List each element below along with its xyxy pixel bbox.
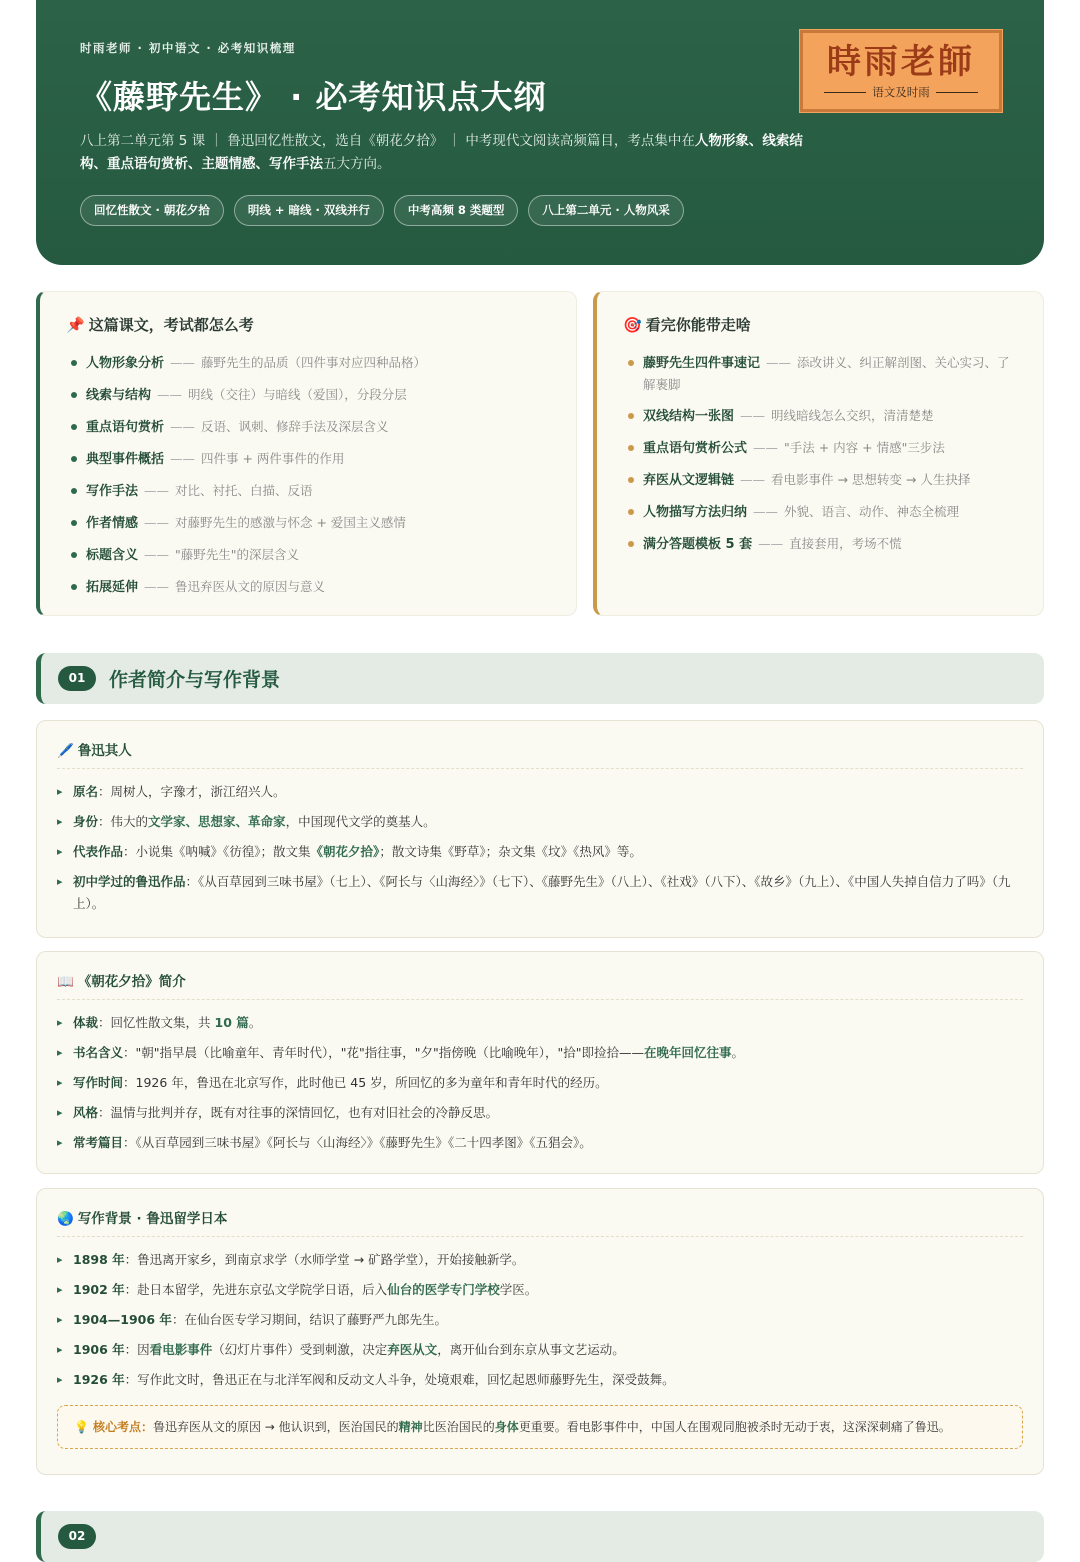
item-text: 。	[248, 1015, 262, 1030]
item-key: 写作手法	[86, 484, 139, 499]
tag-list	[80, 195, 684, 226]
author-facts	[57, 781, 1021, 923]
box-heading: 🌏 写作背景 · 鲁迅留学日本	[57, 1211, 228, 1227]
box-heading: 🖊️ 鲁迅其人	[57, 743, 132, 759]
item-desc: 明线暗线怎么交织，清清楚楚	[771, 408, 934, 423]
item-key: 重点语句赏析	[86, 420, 165, 435]
list-item: ▸ 身份：伟大的文学家、思想家、革命家，中国现代文学的奠基人。	[57, 811, 1021, 833]
item-desc: 对比、衬托、白描、反语	[175, 483, 313, 498]
page-title: 《藤野先生》 · 必考知识点大纲	[80, 78, 547, 116]
card-heading: 🎯 看完你能带走啥	[623, 316, 751, 334]
list-item: 典型事件概括 —— 四件事 + 两件事件的作用	[70, 448, 426, 470]
background-box	[36, 1188, 1044, 1475]
item-desc: 四件事 + 两件事件的作用	[201, 451, 345, 466]
item-text: ，中国现代文学的奠基人。	[285, 814, 436, 829]
list-item: ▸ 1926 年：写作此文时，鲁迅正在与北洋军阀和反动文人斗争，处境艰难，回忆起恩师藤野先生，深受鼓舞。	[57, 1369, 1021, 1391]
item-key: 标题含义	[86, 548, 139, 563]
item-text: 赴日本留学，先进东京弘文学院学日语，后入	[137, 1282, 388, 1297]
list-item: ▸ 1904—1906 年：在仙台医专学习期间，结识了藤野严九郎先生。	[57, 1309, 1021, 1331]
exam-points-list	[70, 352, 426, 608]
item-desc: 反语、讽刺、修辞手法及深层含义	[201, 419, 389, 434]
highlight-text: 在晚年回忆往事	[644, 1045, 732, 1060]
item-key: 线索与结构	[86, 388, 152, 403]
seal-subtitle: 语文及时雨	[803, 84, 999, 100]
highlight-text: 弃医从文	[387, 1342, 438, 1357]
hero-banner	[36, 0, 1044, 265]
item-desc: 直接套用，考场不慌	[789, 536, 902, 551]
item-text: ，离开仙台到东京从事文艺运动。	[437, 1342, 625, 1357]
item-key: 初中学过的鲁迅作品	[73, 874, 186, 889]
item-key: 1926 年	[73, 1372, 125, 1387]
item-desc: 看电影事件 → 思想转变 → 人生抉择	[771, 472, 971, 487]
list-item: 弃医从文逻辑链 —— 看电影事件 → 思想转变 → 人生抉择	[627, 469, 1017, 491]
item-key: 双线结构一张图	[643, 409, 735, 424]
item-desc: "藤野先生"的深层含义	[175, 547, 300, 562]
item-desc: 外貌、语言、动作、神态全梳理	[784, 504, 960, 519]
list-item: ▸ 1906 年：因看电影事件（幻灯片事件）受到刺激，决定弃医从文，离开仙台到东京从事文艺运动。	[57, 1339, 1021, 1361]
key-point-callout: 💡 核心考点：鲁迅弃医从文的原因 → 他认识到，医治国民的精神比医治国民的身体更重要。看电影事件中，中国人在围观同胞被杀时无动于衷，这深深刺痛了鲁迅。	[57, 1405, 1023, 1449]
item-key: 1902 年	[73, 1282, 125, 1297]
item-text: 学医。	[499, 1282, 538, 1297]
book-intro-box	[36, 951, 1044, 1174]
globe-icon: 🌏	[57, 1211, 74, 1227]
item-text: 温情与批判并存，既有对往事的深情回忆，也有对旧社会的冷静反思。	[110, 1105, 499, 1120]
item-text: 1926 年，鲁迅在北京写作，此时他已 45 岁，所回忆的多为童年和青年时代的经历。	[135, 1075, 608, 1090]
section-number: 01	[58, 666, 96, 691]
list-item: 写作手法 —— 对比、衬托、白描、反语	[70, 480, 426, 502]
item-desc: 对藤野先生的感激与怀念 + 爱国主义感情	[175, 515, 406, 530]
lesson-description	[80, 130, 810, 176]
item-key: 满分答题模板 5 套	[643, 537, 753, 552]
item-text: 写作此文时，鲁迅正在与北洋军阀和反动文人斗争，处境艰难，回忆起恩师藤野先生，深受鼓舞。	[137, 1372, 675, 1387]
timeline-list	[57, 1249, 1021, 1399]
desc-bold: 人物形象、线索结构、重点语句赏析、主题情感、写作手法	[80, 133, 803, 172]
item-text: 伟大的	[110, 814, 149, 829]
list-item: ▸ 1898 年：鲁迅离开家乡，到南京求学（水师学堂 → 矿路学堂），开始接触新学。	[57, 1249, 1021, 1271]
item-key: 1906 年	[73, 1342, 125, 1357]
box-heading: 📖 《朝花夕拾》简介	[57, 974, 186, 990]
item-text: 小说集《呐喊》《彷徨》；散文集	[135, 844, 311, 859]
section-title: 作者简介与写作背景	[109, 669, 281, 691]
takeaways-card	[593, 291, 1044, 616]
list-item: 藤野先生四件事速记 —— 添改讲义、纠正解剖图、关心实习、了解裹脚	[627, 352, 1017, 395]
item-desc: 明线（交往）与暗线（爱国），分段分层	[188, 387, 407, 402]
tag[interactable]: 中考高频 8 类题型	[394, 195, 519, 226]
highlight-text: 看电影事件	[149, 1342, 213, 1357]
target-icon: 🎯	[623, 316, 642, 334]
list-item: 标题含义 —— "藤野先生"的深层含义	[70, 544, 426, 566]
list-item: ▸ 风格：温情与批判并存，既有对往事的深情回忆，也有对旧社会的冷静反思。	[57, 1102, 1021, 1124]
desc-tail: 五大方向。	[323, 156, 391, 172]
list-item: ▸ 书名含义："朝"指早晨（比喻童年、青年时代），"花"指往事，"夕"指傍晚（比喻晚年），"拾"即捡拾——在晚年回忆往事。	[57, 1042, 1021, 1064]
item-desc: 添改讲义、纠正解剖图、关心实习、了解裹脚	[643, 355, 1010, 392]
item-key: 人物描写方法归纳	[643, 505, 748, 520]
tag[interactable]: 八上第二单元 · 人物风采	[528, 195, 683, 226]
item-key: 典型事件概括	[86, 452, 165, 467]
pin-icon: 📌	[66, 316, 85, 334]
list-item: 人物形象分析 —— 藤野先生的品质（四件事对应四种品格）	[70, 352, 426, 374]
list-item: 重点语句赏析 —— 反语、讽刺、修辞手法及深层含义	[70, 416, 426, 438]
book-icon: 📖	[57, 974, 74, 990]
item-key: 代表作品	[73, 844, 124, 859]
item-key: 原名	[73, 784, 99, 799]
list-item: 重点语句赏析公式 —— "手法 + 内容 + 情感"三步法	[627, 437, 1017, 459]
item-text: 鲁迅离开家乡，到南京求学（水师学堂 → 矿路学堂），开始接触新学。	[137, 1252, 525, 1267]
highlight-text: 仙台的医学专门学校	[387, 1282, 500, 1297]
item-text: 因	[137, 1342, 150, 1357]
item-key: 书名含义	[73, 1045, 124, 1060]
list-item: 作者情感 —— 对藤野先生的感激与怀念 + 爱国主义感情	[70, 512, 426, 534]
item-desc: "手法 + 内容 + 情感"三步法	[784, 440, 945, 455]
item-key: 风格	[73, 1105, 99, 1120]
item-text: 《从百草园到三味书屋》（七上）、《阿长与〈山海经〉》（七下）、《藤野先生》（八上）、《社戏》（八下）、《故乡》（九上）、《中国人失掉自信力了吗》（九上）。	[73, 874, 1011, 911]
item-text: ；散文诗集《野草》；杂文集《坟》《热风》等。	[379, 844, 642, 859]
tag[interactable]: 明线 + 暗线 · 双线并行	[234, 195, 384, 226]
item-key: 藤野先生四件事速记	[643, 356, 761, 371]
section-header	[36, 653, 1044, 704]
item-key: 重点语句赏析公式	[643, 441, 748, 456]
brand-seal	[800, 30, 1002, 112]
seal-title: 時雨老師	[827, 42, 975, 82]
highlight-text: 《朝花夕拾》	[310, 844, 380, 859]
item-text: 回忆性散文集，共	[110, 1015, 215, 1030]
author-box	[36, 720, 1044, 938]
list-item: ▸ 常考篇目：《从百草园到三味书屋》《阿长与〈山海经〉》《藤野先生》《二十四孝图》《五猖会》。	[57, 1132, 1021, 1154]
item-key: 1898 年	[73, 1252, 125, 1267]
card-heading: 📌 这篇课文，考试都怎么考	[66, 316, 254, 334]
tag[interactable]: 回忆性散文 · 朝花夕拾	[80, 195, 224, 226]
highlight-text: 文学家、思想家、革命家	[148, 814, 286, 829]
item-text: 在仙台医专学习期间，结识了藤野严九郎先生。	[184, 1312, 447, 1327]
list-item: 人物描写方法归纳 —— 外貌、语言、动作、神态全梳理	[627, 501, 1017, 523]
item-text: "朝"指早晨（比喻童年、青年时代），"花"指往事，"夕"指傍晚（比喻晚年），"拾"即捡拾——	[135, 1045, 645, 1060]
item-key: 人物形象分析	[86, 356, 165, 371]
desc-text: 八上第二单元第 5 课 ｜ 鲁迅回忆性散文，选自《朝花夕拾》 ｜ 中考现代文阅读高频篇目，考点集中在	[80, 133, 695, 149]
lightbulb-icon: 💡	[74, 1420, 89, 1434]
item-key: 作者情感	[86, 516, 139, 531]
item-key: 1904—1906 年	[73, 1312, 172, 1327]
section-header	[36, 1511, 1044, 1562]
section-number: 02	[58, 1524, 96, 1549]
list-item: 双线结构一张图 —— 明线暗线怎么交织，清清楚楚	[627, 405, 1017, 427]
item-key: 写作时间	[73, 1075, 124, 1090]
list-item: ▸ 初中学过的鲁迅作品：《从百草园到三味书屋》（七上）、《阿长与〈山海经〉》（七下）、《藤野先生》（八上）、《社戏》（八下）、《故乡》（九上）、《中国人失掉自信力了吗》（九上）。	[57, 871, 1021, 915]
item-text: 《从百草园到三味书屋》《阿长与〈山海经〉》《藤野先生》《二十四孝图》《五猖会》。	[135, 1135, 592, 1150]
list-item: ▸ 原名：周树人，字豫才，浙江绍兴人。	[57, 781, 1021, 803]
item-key: 体裁	[73, 1015, 99, 1030]
item-text: 周树人，字豫才，浙江绍兴人。	[110, 784, 286, 799]
list-item: ▸ 写作时间：1926 年，鲁迅在北京写作，此时他已 45 岁，所回忆的多为童年和青年时代的经历。	[57, 1072, 1021, 1094]
pen-icon: 🖊️	[57, 743, 74, 759]
list-item: ▸ 体裁：回忆性散文集，共 10 篇。	[57, 1012, 1021, 1034]
list-item: 线索与结构 —— 明线（交往）与暗线（爱国），分段分层	[70, 384, 426, 406]
breadcrumb: 时雨老师 · 初中语文 · 必考知识梳理	[80, 41, 296, 55]
list-item: 拓展延伸 —— 鲁迅弃医从文的原因与意义	[70, 576, 426, 598]
list-item: 满分答题模板 5 套 —— 直接套用，考场不慌	[627, 533, 1017, 555]
item-key: 常考篇目	[73, 1135, 124, 1150]
list-item: ▸ 1902 年：赴日本留学，先进东京弘文学院学日语，后入仙台的医学专门学校学医。	[57, 1279, 1021, 1301]
item-desc: 藤野先生的品质（四件事对应四种品格）	[201, 355, 427, 370]
item-text: 。	[731, 1045, 745, 1060]
item-key: 拓展延伸	[86, 580, 139, 595]
highlight-text: 10 篇	[214, 1015, 249, 1030]
item-key: 身份	[73, 814, 99, 829]
item-text: （幻灯片事件）受到刺激，决定	[212, 1342, 388, 1357]
takeaways-list	[627, 352, 1017, 565]
book-facts	[57, 1012, 1021, 1162]
list-item: ▸ 代表作品：小说集《呐喊》《彷徨》；散文集《朝花夕拾》；散文诗集《野草》；杂文集《坟》《热风》等。	[57, 841, 1021, 863]
exam-points-card	[36, 291, 577, 616]
item-desc: 鲁迅弃医从文的原因与意义	[175, 579, 326, 594]
item-key: 弃医从文逻辑链	[643, 473, 735, 488]
